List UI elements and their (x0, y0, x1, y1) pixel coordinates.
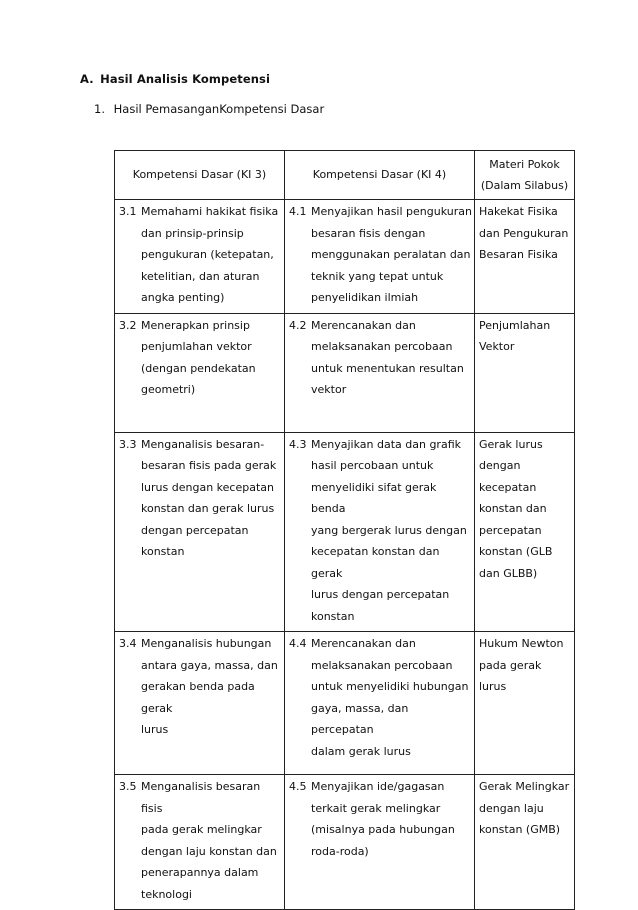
section-heading (80, 72, 270, 86)
kd4-cell (285, 432, 475, 632)
header-materi-pokok (475, 151, 575, 200)
kd3-text: Memahami hakikat fisika dan prinsip-prinsip pengukuran (ketepatan, ketelitian, dan aturan angka penting) (141, 205, 279, 304)
kd3-code: 3.1 (119, 205, 137, 218)
kd3-code: 3.4 (119, 637, 137, 650)
kd4-text: Menyajikan hasil pengukuran besaran fisis dengan menggunakan peralatan dan teknik yang tepat untuk penyelidikan ilmiah (311, 205, 472, 304)
kd3-code: 3.3 (119, 437, 137, 451)
materi-text: Hukum Newton pada gerak lurus (479, 637, 564, 693)
kd4-text: Menyajikan data dan grafik hasil percobaan untuk menyelidiki sifat gerak benda yang bergerak lurus dengan kecepatan konstan dan gerak lurus dengan percepatan konstan (311, 437, 467, 623)
subsection-number: 1. (94, 102, 105, 116)
table-row (115, 200, 575, 314)
kd3-cell (115, 632, 285, 775)
kd4-cell (285, 632, 475, 775)
kd4-cell (285, 775, 475, 910)
section-title: Hasil Analisis Kompetensi (100, 72, 270, 86)
table-row (115, 432, 575, 632)
table-row (115, 775, 575, 910)
kd4-text: Menyajikan ide/gagasan terkait gerak melingkar (misalnya pada hubungan roda-roda) (311, 780, 455, 858)
kd4-code: 4.3 (289, 437, 307, 451)
materi-text: Hakekat Fisika dan Pengukuran Besaran Fisika (479, 205, 569, 261)
header-kd-ki3: Kompetensi Dasar (KI 3) (115, 151, 285, 200)
materi-cell (475, 632, 575, 775)
kd4-cell (285, 313, 475, 432)
kd3-cell (115, 432, 285, 632)
materi-cell (475, 432, 575, 632)
table-row (115, 632, 575, 775)
subsection-heading (94, 102, 324, 116)
header-kd-ki4: Kompetensi Dasar (KI 4) (285, 151, 475, 200)
kd4-code: 4.5 (289, 780, 307, 793)
kd4-text: Merencanakan dan melaksanakan percobaan untuk menentukan resultan vektor (311, 318, 464, 396)
kd3-cell (115, 313, 285, 432)
materi-text: Gerak lurus dengan kecepatan konstan dan percepatan konstan (GLB dan GLBB) (479, 437, 553, 580)
kd3-cell (115, 775, 285, 910)
table-row (115, 313, 575, 432)
kd3-code: 3.5 (119, 780, 137, 793)
materi-cell (475, 313, 575, 432)
kd4-code: 4.2 (289, 318, 307, 332)
kd4-code: 4.1 (289, 205, 307, 218)
kd3-code: 3.2 (119, 318, 137, 332)
kd3-text: Menganalisis besaran fisis pada gerak melingkar dengan laju konstan dan penerapannya dalam teknologi (141, 780, 277, 901)
kd3-cell (115, 200, 285, 314)
table-header-row (115, 151, 575, 200)
kd4-cell (285, 200, 475, 314)
kd3-text: Menganalisis besaran- besaran fisis pada gerak lurus dengan kecepatan konstan dan gerak lurus dengan percepatan konstan (141, 437, 277, 558)
kompetensi-table (114, 150, 575, 910)
subsection-title: Hasil PemasanganKompetensi Dasar (113, 102, 325, 116)
header-materi-text: Materi Pokok (Dalam Silabus) (480, 157, 569, 192)
kd3-text: Menerapkan prinsip penjumlahan vektor (dengan pendekatan geometri) (141, 318, 256, 396)
kd3-text: Menganalisis hubungan antara gaya, massa, dan gerakan benda pada gerak lurus (141, 637, 278, 736)
kd4-text: Merencanakan dan melaksanakan percobaan untuk menyelidiki hubungan gaya, massa, dan percepatan dalam gerak lurus (311, 637, 469, 758)
materi-text: Penjumlahan Vektor (479, 318, 551, 353)
materi-text: Gerak Melingkar dengan laju konstan (GMB) (479, 780, 570, 836)
section-number: A. (80, 72, 94, 86)
kd4-code: 4.4 (289, 637, 307, 650)
materi-cell (475, 775, 575, 910)
materi-cell (475, 200, 575, 314)
